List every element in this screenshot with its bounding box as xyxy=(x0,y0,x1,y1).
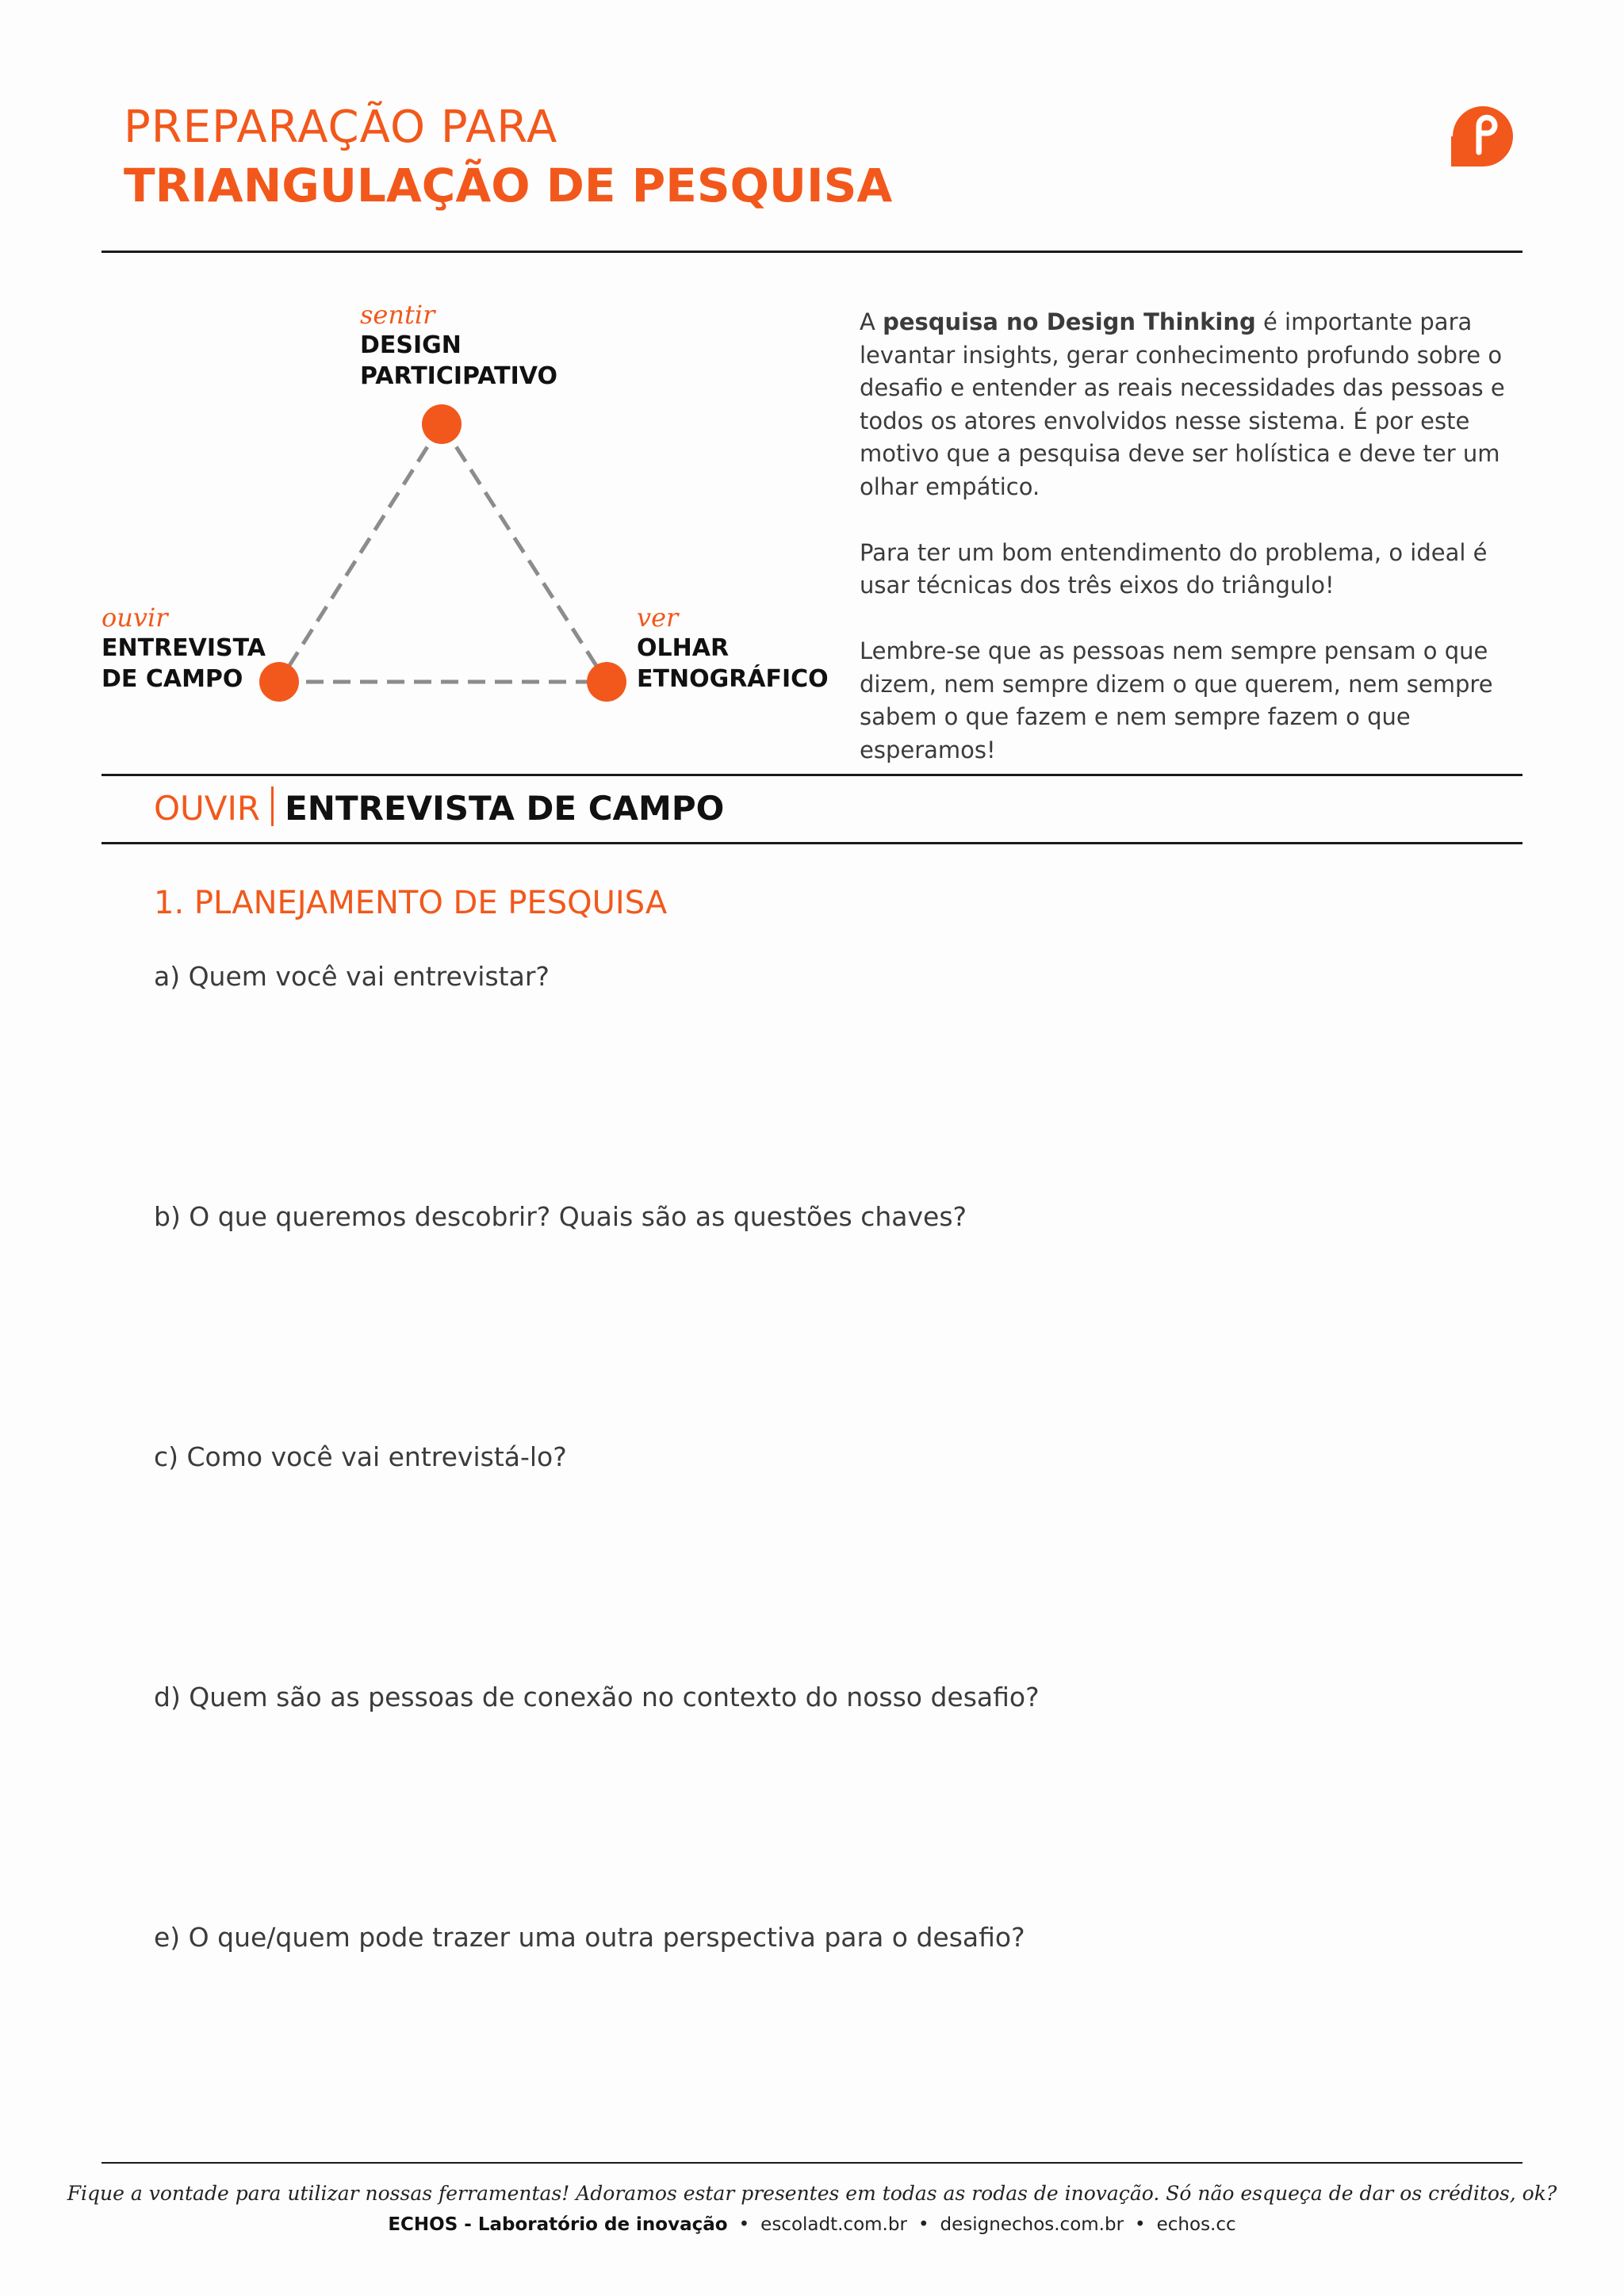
method-line: DE CAMPO xyxy=(102,665,243,693)
intro-text xyxy=(860,306,1526,800)
intro-paragraph: Para ter um bom entendimento do problema, o ideal é usar técnicas dos três eixos do triângulo! xyxy=(860,538,1488,599)
header-divider xyxy=(102,251,1522,253)
triangle-edge-right xyxy=(442,424,607,682)
question-b: b) O que queremos descobrir? Quais são as questões chaves? xyxy=(154,1201,967,1232)
subsection-title: 1. PLANEJAMENTO DE PESQUISA xyxy=(154,885,668,921)
method-line: ENTREVISTA xyxy=(102,634,266,662)
diagram-left-label xyxy=(102,603,266,695)
diagram-top-label xyxy=(360,300,557,392)
question-e: e) O que/quem pode trazer uma outra perspectiva para o desafio? xyxy=(154,1922,1025,1953)
footer-divider xyxy=(102,2162,1522,2164)
verb-ver: ver xyxy=(637,603,679,633)
footer-org: ECHOS - Laboratório de inovação xyxy=(388,2214,728,2235)
footer-link[interactable]: echos.cc xyxy=(1156,2214,1236,2235)
method-line: OLHAR xyxy=(637,634,730,662)
section-bottom-divider xyxy=(102,842,1522,844)
intro-paragraph: Lembre-se que as pessoas nem sempre pensam o que dizem, nem sempre dizem o que querem, nem sempre sabem o que fazem e nem sempre fazem o que esperamos! xyxy=(860,637,1493,763)
section-header xyxy=(154,786,724,828)
diagram-right-label xyxy=(637,603,829,695)
echos-logo-icon xyxy=(1448,105,1518,168)
triangulation-diagram xyxy=(238,396,650,714)
node-top xyxy=(422,404,462,444)
footer-link[interactable]: escoladt.com.br xyxy=(760,2214,907,2235)
verb-sentir: sentir xyxy=(360,300,435,330)
node-right xyxy=(587,662,626,702)
method-line: ETNOGRÁFICO xyxy=(637,665,829,693)
footer-credits: ECHOS - Laboratório de inovação • escoladt.com.br • designechos.com.br • echos.cc xyxy=(388,2214,1236,2235)
intro-paragraph: A pesquisa no Design Thinking é importante para levantar insights, gerar conhecimento profundo sobre o desafio e entender as reais necessidades das pessoas e todos os atores envolvidos nesse sistema. É por este motivo que a pesquisa deve ser holística e deve ter um olhar empático. xyxy=(860,308,1505,500)
verb-ouvir: ouvir xyxy=(102,603,168,633)
method-line: PARTICIPATIVO xyxy=(360,362,557,390)
method-line: DESIGN xyxy=(360,331,462,359)
question-a: a) Quem você vai entrevistar? xyxy=(154,961,550,992)
section-separator xyxy=(271,786,274,826)
triangle-edge-left xyxy=(279,424,442,682)
question-d: d) Quem são as pessoas de conexão no contexto do nosso desafio? xyxy=(154,1682,1040,1712)
section-title: ENTREVISTA DE CAMPO xyxy=(285,789,725,828)
section-top-divider xyxy=(102,774,1522,776)
section-verb: OUVIR xyxy=(154,789,261,828)
footer-note: Fique a vontade para utilizar nossas ferramentas! Adoramos estar presentes em todas as rodas de inovação. Só não esqueça de dar os créditos, ok? xyxy=(67,2182,1557,2205)
footer-link[interactable]: designechos.com.br xyxy=(940,2214,1124,2235)
page-title-line2: TRIANGULAÇÃO DE PESQUISA xyxy=(124,159,893,212)
page-title-line1: PREPARAÇÃO PARA xyxy=(124,101,558,153)
question-c: c) Como você vai entrevistá-lo? xyxy=(154,1441,567,1472)
intro-highlight: pesquisa no Design Thinking xyxy=(883,308,1256,335)
